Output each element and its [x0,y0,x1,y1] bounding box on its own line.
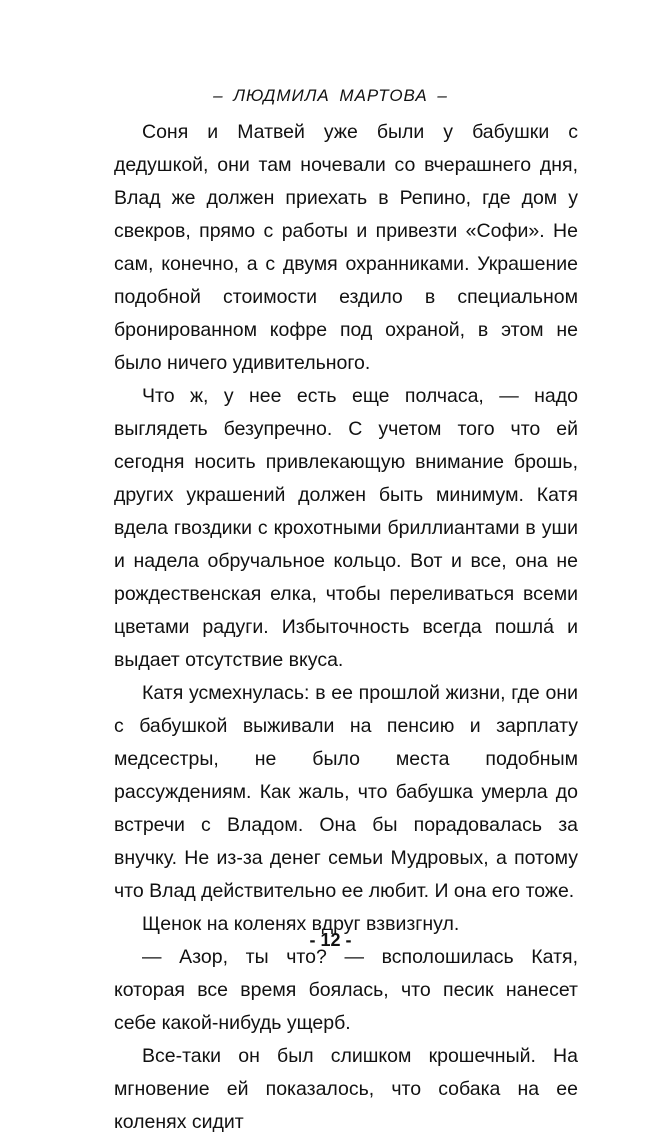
body-text [114,116,578,1139]
paragraph: Что ж, у нее есть еще полчаса, — надо выглядеть безупречно. С учетом того что ей сегодня носить привлекающую внимание брошь, других украшений должен быть минимум. Катя вдела гвоздики с крохотными бриллиантами в уши и надела обручальное кольцо. Вот и все, она не рождественская елка, чтобы переливаться всеми цветами радуги. Избыточность всегда пошла́ и выдает отсутствие вкуса. [114,385,578,671]
paragraph: Соня и Матвей уже были у бабушки с дедушкой, они там ночевали со вчерашнего дня, Влад же должен приехать в Репино, где дом у свекров, прямо с работы и привезти «Софи». Не сам, конечно, а с двумя охранниками. Украшение подобной стоимости ездило в специальном бронированном кофре под охраной, в этом не было ничего удивительного. [114,121,578,374]
paragraph: Все-таки он был слишком крошечный. На мгновение ей показалось, что собака на ее коленях сидит [114,1045,578,1133]
page-number: - 12 - [309,930,352,950]
paragraph: — Азор, ты что? — всполошилась Катя, которая все время боялась, что песик нанесет себе какой-нибудь ущерб. [114,946,578,1034]
running-header: – ЛЮДМИЛА МАРТОВА – [213,86,448,105]
paragraph: Катя усмехнулась: в ее прошлой жизни, где они с бабушкой выживали на пенсию и зарплату медсестры, не было места подобным рассуждениям. Как жаль, что бабушка умерла до встречи с Владом. Она бы порадовалась за внучку. Не из-за денег семьи Мудровых, а потому что Влад действительно ее любит. И она его тоже. [114,682,578,902]
paragraph: Щенок на коленях вдруг взвизгнул. [142,913,460,935]
